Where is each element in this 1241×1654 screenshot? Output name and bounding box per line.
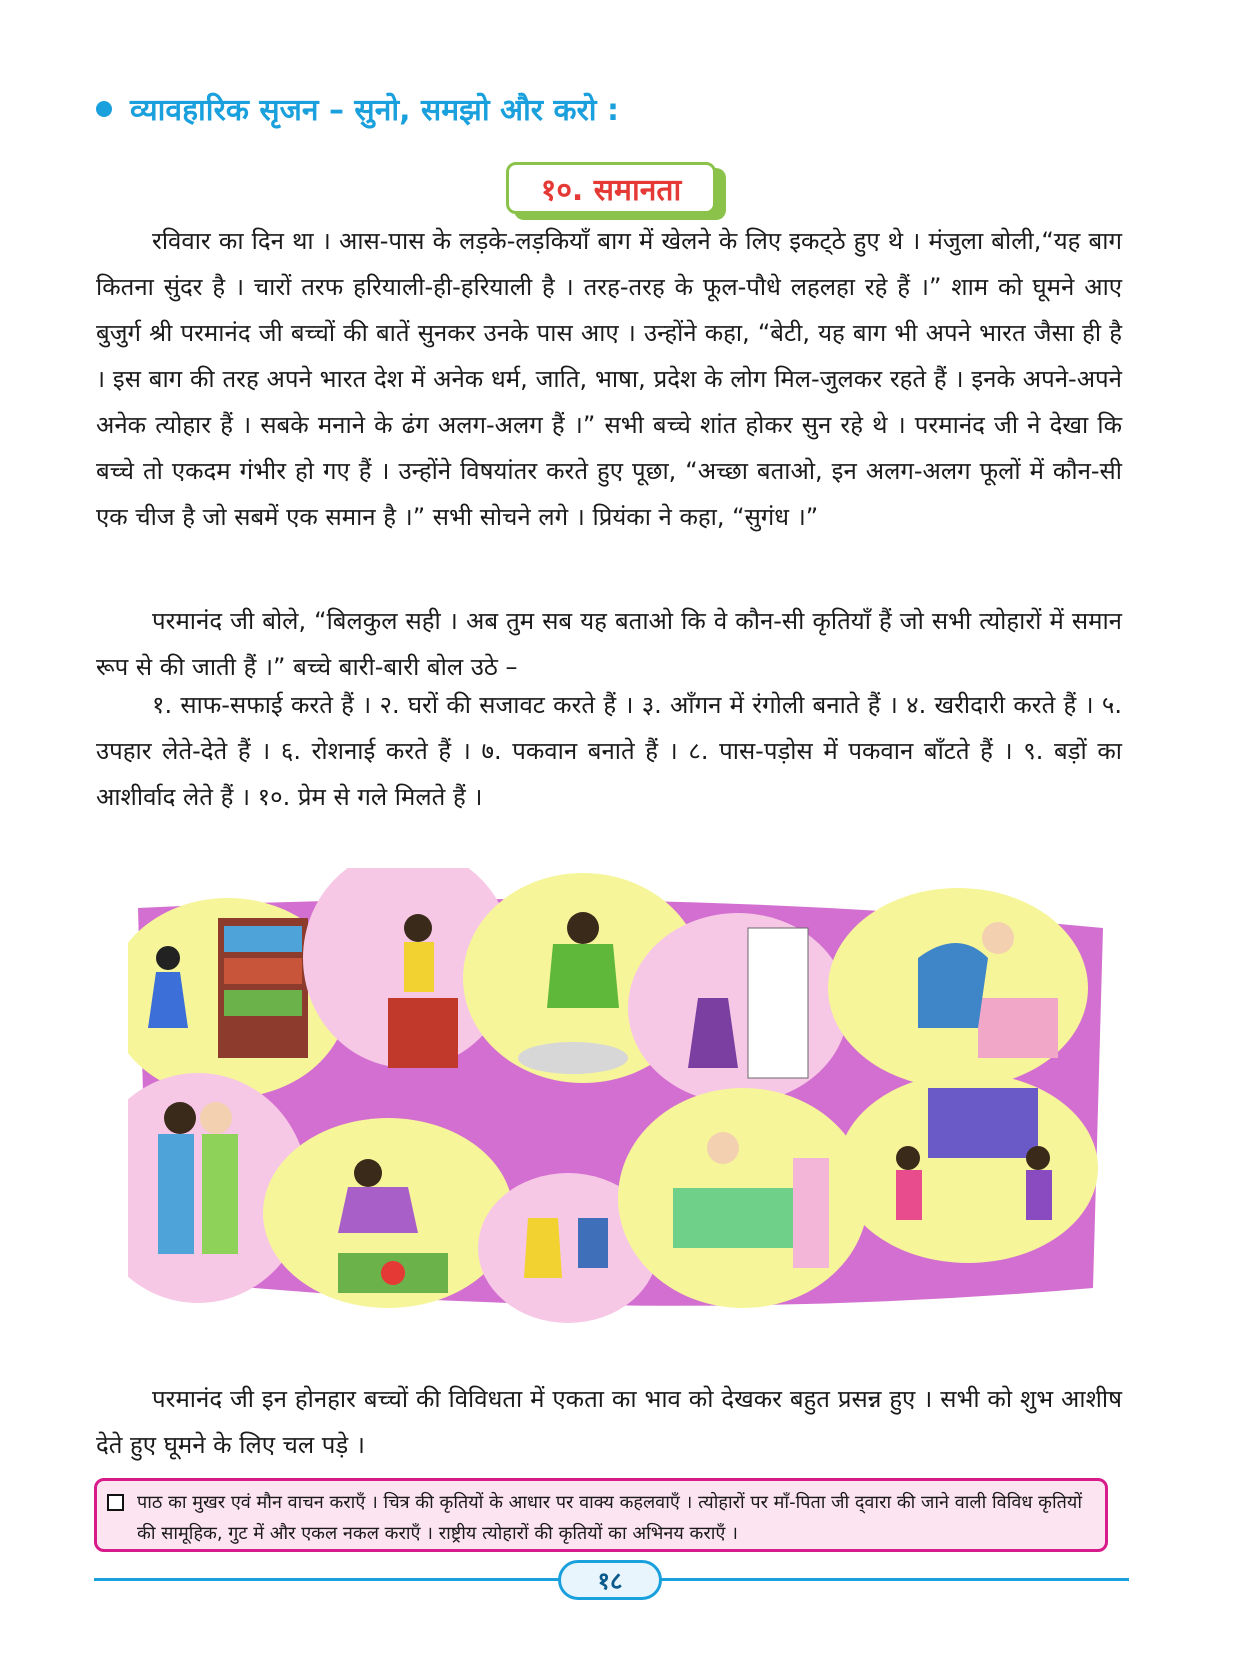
section-heading bbox=[96, 88, 619, 129]
checkbox-icon bbox=[107, 1494, 124, 1511]
festival-activities-list: १. साफ-सफाई करते हैं । २. घरों की सजावट करते हैं । ३. आँगन में रंगोली बनाते हैं । ४. खरीदारी करते हैं । ५. उपहार लेते-देते हैं । ६. रोशनाई करते हैं । ७. पकवान बनाते हैं । ८. पास-पड़ोस में पकवान बाँटते हैं । ९. बड़ों का आशीर्वाद लेते हैं । १०. प्रेम से गले मिलते हैं । bbox=[96, 691, 1122, 811]
page-number: १८ bbox=[558, 1560, 662, 1600]
cloud-distributing bbox=[628, 913, 848, 1103]
festival-illustration bbox=[128, 868, 1120, 1328]
lesson-title: १०. समानता bbox=[506, 162, 716, 214]
bullet-icon bbox=[96, 101, 112, 117]
cloud-shopping bbox=[618, 1088, 868, 1308]
section-heading-text: व्यावहारिक सृजन – सुनो, समझो और करो : bbox=[130, 93, 619, 128]
lesson-title-box bbox=[506, 162, 716, 214]
teacher-note bbox=[94, 1478, 1108, 1552]
story-paragraph-1: रविवार का दिन था । आस-पास के लड़के-लड़कियाँ बाग में खेलने के लिए इकट्‌ठे हुए थे । मंजुला बोली,“यह बाग कितना सुंदर है । चारों तरफ हरियाली-ही-हरियाली है । तरह-तरह के फूल-पौधे लहलहा रहे हैं ।” शाम को घूमने आए बुजुर्ग श्री परमानंद जी बच्चों की बातें सुनकर उनके पास आए । उन्होंने कहा, “बेटी, यह बाग भी अपने भारत जैसा ही है । इस बाग की तरह अपने भारत देश में अनेक धर्म, जाति, भाषा, प्रदेश के लोग मिल-जुलकर रहते हैं । इनके अपने-अपने अनेक त्योहार हैं । सबके मनाने के ढंग अलग-अलग हैं ।” सभी बच्चे शांत होकर सुन रहे थे । परमानंद जी ने देखा कि बच्चे तो एकदम गंभीर हो गए हैं । उन्होंने विषयांतर करते हुए पूछा, “अच्छा बताओ, इन अलग-अलग फूलों में कौन-सी एक चीज है जो सबमें एक समान है ।” सभी सोचने लगे । प्रियंका ने कहा, “सुगंध ।” bbox=[96, 227, 1122, 531]
teacher-note-text: पाठ का मुखर एवं मौन वाचन कराएँ । चित्र की कृतियों के आधार पर वाक्य कहलवाएँ । त्योहारों पर माँ-पिता जी द्‌वारा की जाने वाली विविध कृतियों की सामूहिक, गुट में और एकल नकल कराएँ । राष्ट्रीय त्योहारों की कृतियों का अभिनय कराएँ । bbox=[137, 1492, 1083, 1544]
cloud-lighting bbox=[838, 1073, 1098, 1263]
cloud-blessing bbox=[828, 888, 1088, 1088]
cloud-rangoli bbox=[263, 1118, 513, 1308]
story-paragraph-2: परमानंद जी बोले, “बिलकुल सही । अब तुम सब यह बताओ कि वे कौन-सी कृतियाँ हैं जो सभी त्योहारों में समान रूप से की जाती हैं ।” बच्चे बारी-बारी बोल उठे – bbox=[96, 607, 1122, 681]
story-paragraph-3: परमानंद जी इन होनहार बच्चों की विविधता में एकता का भाव को देखकर बहुत प्रसन्न हुए । सभी को शुभ आशीष देते हुए घूमने के लिए चल पड़े । bbox=[96, 1385, 1122, 1459]
